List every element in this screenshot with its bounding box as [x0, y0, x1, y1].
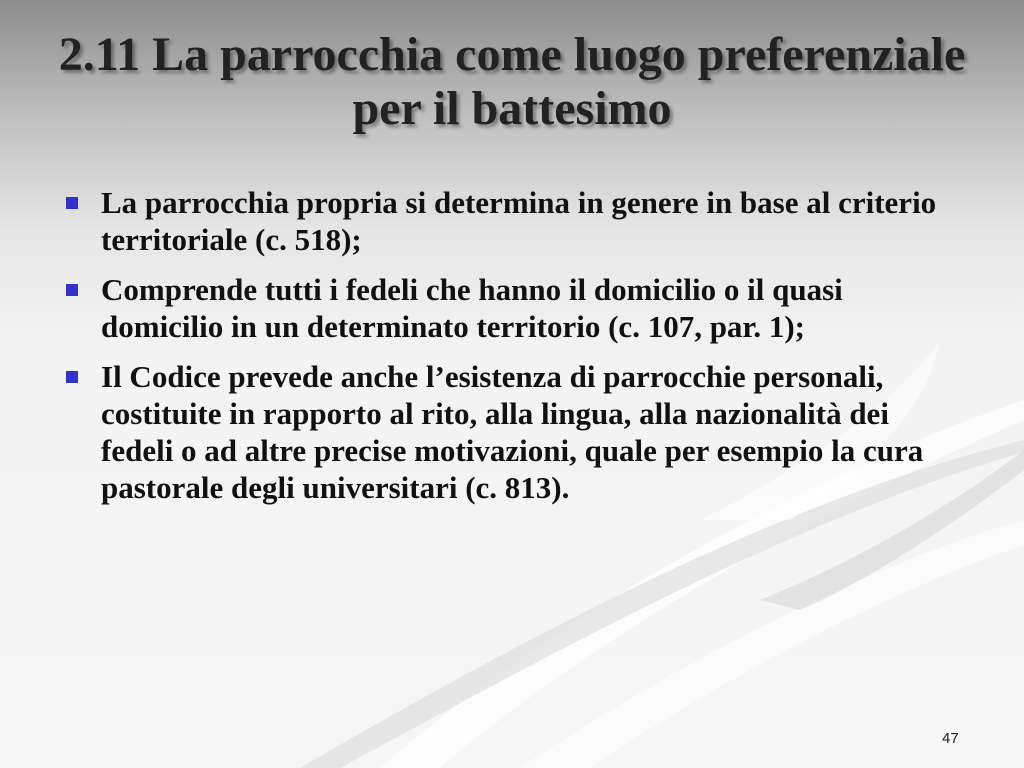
bullet-list	[62, 184, 967, 519]
square-bullet-icon	[66, 197, 78, 209]
square-bullet-icon	[66, 371, 78, 383]
bullet-item	[62, 184, 967, 258]
bullet-item	[62, 358, 967, 506]
slide-title: 2.11 La parrocchia come luogo preferenziale per il battesimo	[58, 28, 966, 135]
bullet-item	[62, 271, 967, 345]
page-number: 47	[942, 730, 959, 747]
square-bullet-icon	[66, 284, 78, 296]
bullet-text: Il Codice prevede anche l’esistenza di parrocchie personali, costituite in rapporto al rito, alla lingua, alla nazionalità dei fedeli o ad altre precise motivazioni, quale per esempio la cura pastorale degli universitari (c. 813).	[101, 359, 924, 505]
bullet-text: La parrocchia propria si determina in genere in base al criterio territoriale (c. 518);	[101, 185, 937, 257]
bullet-text: Comprende tutti i fedeli che hanno il domicilio o il quasi domicilio in un determinato territorio (c. 107, par. 1);	[101, 272, 843, 344]
